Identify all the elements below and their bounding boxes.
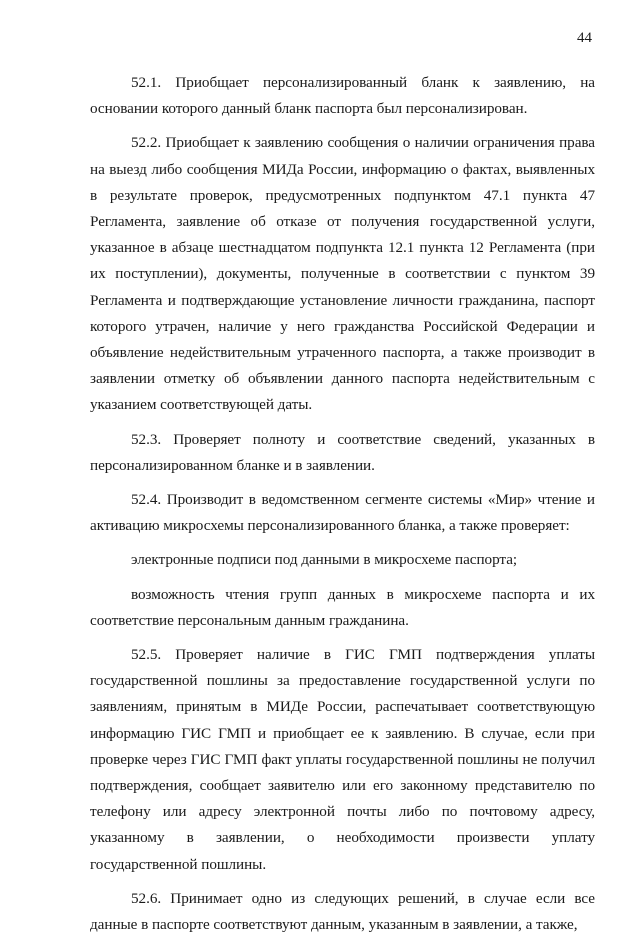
paragraph-52-2: 52.2. Приобщает к заявлению сообщения о наличии ограничения права на выезд либо сообщения МИДа России, информацию о фактах, выявленных в результате проверок, предусмотренных подпунктом 47.1 пункта 47 Регламента, заявление об отказе от получения государственной услуги, указанное в абзаце шестнадцатом подпункта 12.1 пункта 12 Регламента (при их поступлении), документы, полученные в соответствии с пунктом 39 Регламента и подтверждающие установление личности гражданина, паспорт которого утрачен, наличие у него гражданства Российской Федерации и объявление недействительным утраченного паспорта, а также производит в заявлении отметку об объявлении данного паспорта недействительным с указанием соответствующей даты. (90, 134, 595, 414)
paragraph-52-1: 52.1. Приобщает персонализированный бланк к заявлению, на основании которого данный бланк паспорта был персонализирован. (90, 74, 595, 118)
page-number: 44 (577, 30, 592, 46)
paragraph-52-6: 52.6. Принимает одно из следующих решений, в случае если все данные в паспорте соответствуют данным, указанным в заявлении, а также, (90, 889, 595, 934)
document-body (90, 70, 595, 946)
paragraph-52-5: 52.5. Проверяет наличие в ГИС ГМП подтверждения уплаты государственной пошлины за предоставление государственной услуги по заявлениям, принятым в МИДе России, распечатывает соответствующую информацию ГИС ГМП и приобщает ее к заявлению. В случае, если при проверке через ГИС ГМП факт уплаты государственной пошлины не получил подтверждения, сообщает заявителю или его законному представителю по телефону или адресу электронной почты либо по почтовому адресу, указанному в заявлении, о необходимости произвести уплату государственной пошлины. (90, 646, 595, 873)
paragraph-52-4-item-2: возможность чтения групп данных в микросхеме паспорта и их соответствие персональным данным гражданина. (90, 585, 595, 629)
paragraph-52-4: 52.4. Производит в ведомственном сегменте системы «Мир» чтение и активацию микросхемы персонализированного бланка, а также проверяет: (90, 491, 595, 535)
paragraph-52-3: 52.3. Проверяет полноту и соответствие сведений, указанных в персонализированном бланке и в заявлении. (90, 430, 595, 474)
paragraph-52-4-item-1: электронные подписи под данными в микросхеме паспорта; (131, 551, 518, 569)
